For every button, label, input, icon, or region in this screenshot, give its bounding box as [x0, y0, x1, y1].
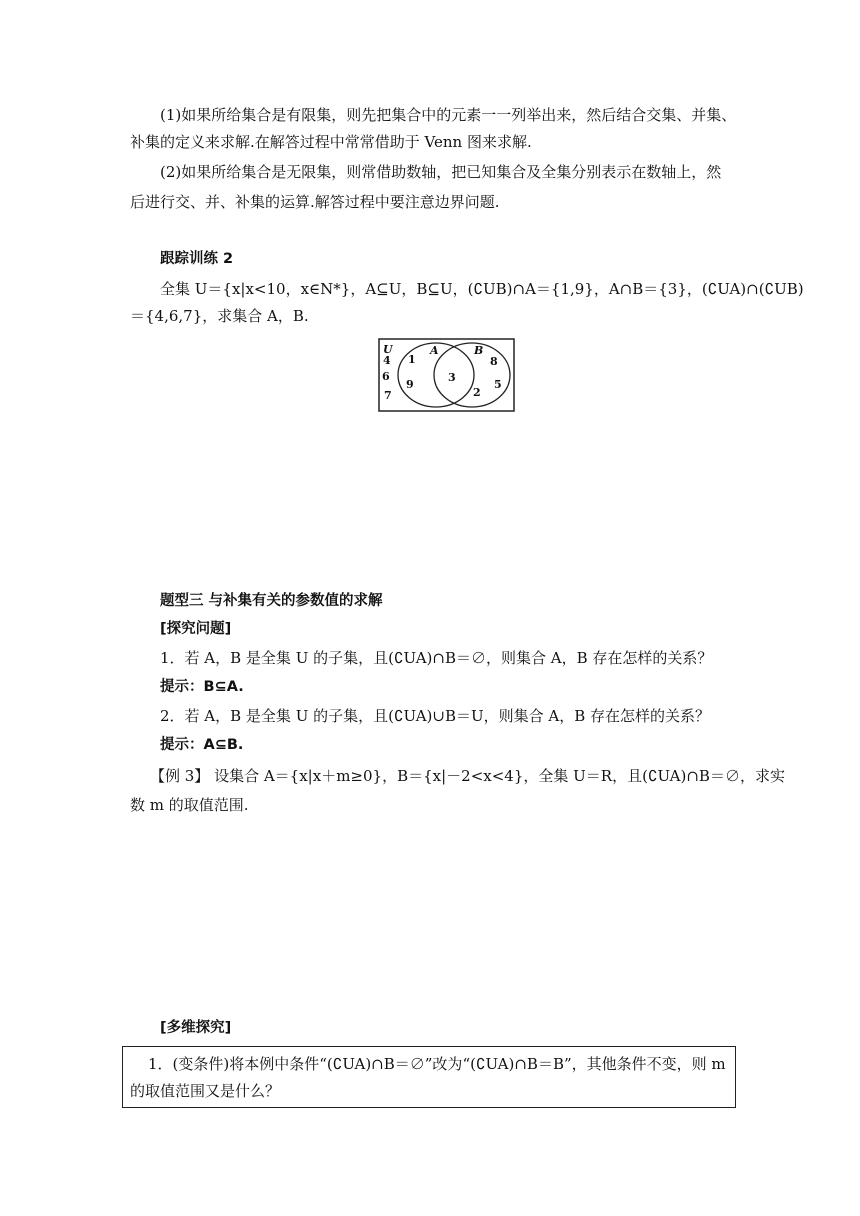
para1-line2: 补集的定义来求解.在解答过程中常常借助于 Venn 图来求解. — [130, 133, 532, 151]
multi-heading: [多维探究] — [160, 1020, 232, 1036]
example-3-line2: 数 m 的取值范围. — [130, 796, 249, 814]
hint-2: 提示：A⊆B. — [160, 737, 244, 753]
venn-label-u: U — [383, 343, 393, 356]
venn-label-b: B — [474, 344, 484, 357]
venn-universe-rect — [379, 339, 514, 411]
venn-diagram — [378, 338, 515, 412]
practice-heading: 跟踪训练 2 — [160, 251, 234, 267]
question-2: 2．若 A，B 是全集 U 的子集，且(∁UA)∪B＝U，则集合 A，B 存在怎样的关系？ — [160, 707, 711, 725]
venn-a-only-1: 1 — [408, 353, 416, 366]
para2-line1: (2)如果所给集合是无限集，则常借助数轴，把已知集合及全集分别表示在数轴上，然 — [160, 163, 722, 181]
venn-b-only-8: 8 — [490, 355, 498, 368]
venn-b-only-5: 5 — [494, 378, 502, 391]
venn-outside-4: 4 — [383, 354, 391, 367]
practice-line1: 全集 U＝{x|x<10，x∈N*}，A⊆U，B⊆U，(∁UB)∩A＝{1,9}，A∩B＝{3}，(∁UA)∩(∁UB) — [160, 280, 804, 298]
para1-line1: (1)如果所给集合是有限集，则先把集合中的元素一一列举出来，然后结合交集、并集、 — [160, 106, 737, 124]
venn-a-only-9: 9 — [406, 378, 414, 391]
section3-heading: 题型三 与补集有关的参数值的求解 — [160, 593, 383, 609]
hint-1: 提示：B⊆A. — [160, 679, 244, 695]
explore-heading: [探究问题] — [160, 621, 232, 637]
venn-label-a: A — [430, 344, 439, 357]
venn-circle-b — [434, 343, 510, 407]
question-1: 1．若 A，B 是全集 U 的子集，且(∁UA)∩B＝∅，则集合 A，B 存在怎样的关系？ — [160, 649, 713, 667]
variation-line1: 1．(变条件)将本例中条件“(∁UA)∩B＝∅”改为“(∁UA)∩B＝B”，其他条件不变，则 m — [148, 1055, 726, 1073]
venn-outside-6: 6 — [382, 370, 390, 383]
para2-line2: 后进行交、并、补集的运算.解答过程中要注意边界问题. — [130, 193, 500, 211]
variation-line2: 的取值范围又是什么？ — [130, 1082, 281, 1100]
venn-b-only-2: 2 — [473, 386, 481, 399]
venn-outside-7: 7 — [384, 389, 392, 402]
example-3-line1: 【例 3】 设集合 A＝{x|x＋m≥0}，B＝{x|－2<x<4}，全集 U＝R，且(∁UA)∩B＝∅，求实 — [150, 767, 785, 785]
practice-line2: ＝{4,6,7}，求集合 A，B. — [130, 307, 309, 325]
venn-both-3: 3 — [448, 371, 456, 384]
